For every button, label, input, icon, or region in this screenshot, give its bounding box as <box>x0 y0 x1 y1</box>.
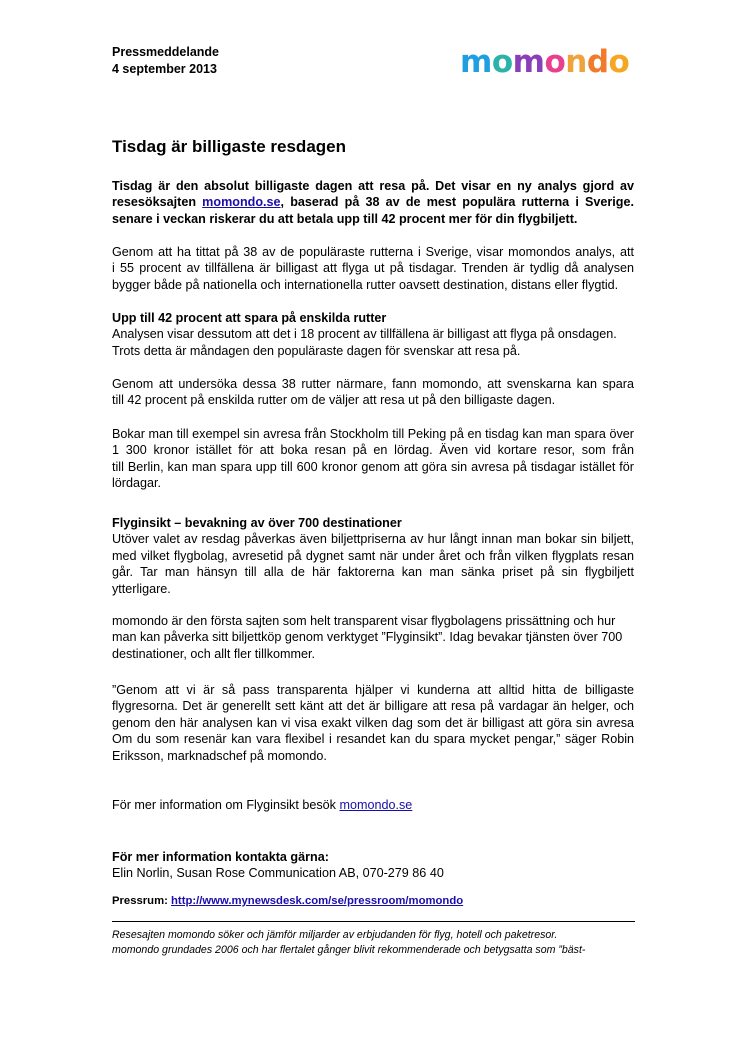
paragraph-line: Analysen visar dessutom att det i 18 procent av tillfällena är billigast att flyga på onsdagen. <box>112 327 617 342</box>
logo-letter: o <box>544 44 566 80</box>
paragraph-line: Utöver valet av resdag påverkas även biljettpriserna av hur långt innan man bokar sin biljett, <box>112 532 634 547</box>
paragraph-line: bygger både på nationella och internationella rutter oavsett destination, distans eller flygtid. <box>112 277 619 292</box>
lead-paragraph <box>112 178 634 227</box>
paragraph-line: Genom att ha tittat på 38 av de populäraste rutterna i Sverige, visar momondos analys, att <box>112 245 634 259</box>
paragraph-line: går. Tar man hänsyn till alla de här faktorerna kan man sänka priset på sin flygbiljett <box>112 565 634 580</box>
momondo-link[interactable]: momondo.se <box>202 195 281 210</box>
paragraph-line: destinationer, och allt fler tillkommer. <box>112 646 315 661</box>
logo-letter: d <box>586 44 609 80</box>
more-info-line <box>112 797 634 813</box>
logo-letter: o <box>608 44 630 80</box>
lead-text: resesöksajten <box>112 195 203 210</box>
lead-text: , baserad på 38 av de mest populära rutterna i Sverige. <box>280 195 634 210</box>
quote-paragraph <box>112 682 634 764</box>
more-info <box>112 797 634 813</box>
section-spara <box>112 310 634 359</box>
contact-line: Elin Norlin, Susan Rose Communication AB, 070-279 86 40 <box>112 866 444 881</box>
section-heading: Flyginsikt – bevakning av över 700 destinationer <box>112 516 402 530</box>
momondo-logo <box>460 45 629 79</box>
logo-letter: o <box>491 44 513 80</box>
paragraph-line: momondo är den första sajten som helt transparent visar flygbolagens prissättning och hur <box>112 614 616 628</box>
paragraph-line: Trots detta är måndagen den populäraste dagen för svenskar att resa på. <box>112 343 521 358</box>
logo-letter: m <box>512 44 545 80</box>
page-title: Tisdag är billigaste resdagen <box>112 137 346 156</box>
contact-heading: För mer information kontakta gärna: <box>112 850 329 864</box>
paragraph-line: med vilket flygbolag, avresetid på dygnet samt när under året och från vilken flygplats resan <box>112 548 634 563</box>
pressrum-label: Pressrum: <box>112 895 172 907</box>
press-date: 4 september 2013 <box>112 61 217 76</box>
momondo-link[interactable]: momondo.se <box>339 798 413 812</box>
paragraph-line: man kan påverka sitt biljettköp genom verktyget ”Flyginsikt”. Idag bevakar tjänsten över 700 <box>112 630 623 645</box>
quote-line: flygresorna. Det är generellt sett känt att det är billigare att resa på vardagar än helger, och <box>112 699 634 714</box>
paragraph-line: till 42 procent på enskilda rutter om de väljer att resa ut på den billigaste dagen. <box>112 393 556 408</box>
press-header <box>112 44 219 77</box>
paragraph <box>112 376 634 409</box>
quote-line: ”Genom att vi är så pass transparenta hjälper vi kunderna att alltid hitta de billigaste <box>112 683 634 697</box>
paragraph-line: 1 300 kronor istället för att boka resan på en lördag. Även vid kortare resor, som från <box>112 443 634 458</box>
quote-line: Om du som resenär kan vara flexibel i resandet kan du spara mycket pengar,” säger Robin <box>112 732 634 747</box>
press-label: Pressmeddelande <box>112 45 219 59</box>
quote-line: genom den här analysen kan vi visa exakt vilken dag som det är billigast att göra sin avresa <box>112 715 634 730</box>
paragraph <box>112 426 634 492</box>
lead-line <box>112 194 634 210</box>
paragraph-line: i 55 procent av tillfällena är billigast att flyga ut på tisdagar. Trenden är tydlig då analysen <box>112 261 634 276</box>
section-heading: Upp till 42 procent att spara på enskilda rutter <box>112 311 387 325</box>
pressroom-link[interactable]: http://www.mynewsdesk.com/se/pressroom/momondo <box>171 895 464 907</box>
paragraph <box>112 244 634 293</box>
footer-divider <box>112 921 635 922</box>
paragraph-line: Bokar man till exempel sin avresa från Stockholm till Peking på en tisdag kan man spara över <box>112 427 634 441</box>
more-info-text: För mer information om Flyginsikt besök <box>112 798 340 812</box>
section-flyginsikt <box>112 515 634 597</box>
paragraph <box>112 613 634 662</box>
lead-line: Tisdag är den absolut billigaste dagen att resa på. Det visar en ny analys gjord av <box>112 179 634 193</box>
quote-line: Eriksson, marknadschef på momondo. <box>112 748 327 763</box>
paragraph-line: till Berlin, kan man spara upp till 600 kronor genom att göra sin avresa på tisdagar istället för <box>112 459 634 474</box>
paragraph-line: ytterligare. <box>112 581 171 596</box>
logo-letter: n <box>565 44 587 80</box>
footer-line: momondo grundades 2006 och har flertalet gånger blivit rekommenderade och betygsatta som ”bäst- <box>112 944 586 956</box>
pressrum <box>112 894 463 908</box>
paragraph-line: Genom att undersöka dessa 38 rutter närmare, fann momondo, att svenskarna kan spara <box>112 377 634 391</box>
footer-line: Resesajten momondo söker och jämför miljarder av erbjudanden för flyg, hotell och paketresor. <box>112 929 558 941</box>
footer-boilerplate <box>112 928 635 958</box>
contact-block <box>112 849 634 882</box>
lead-line: senare i veckan riskerar du att betala upp till 42 procent mer för din flygbiljett. <box>112 211 578 226</box>
logo-letter: m <box>460 44 492 80</box>
paragraph-line: lördagar. <box>112 476 162 491</box>
